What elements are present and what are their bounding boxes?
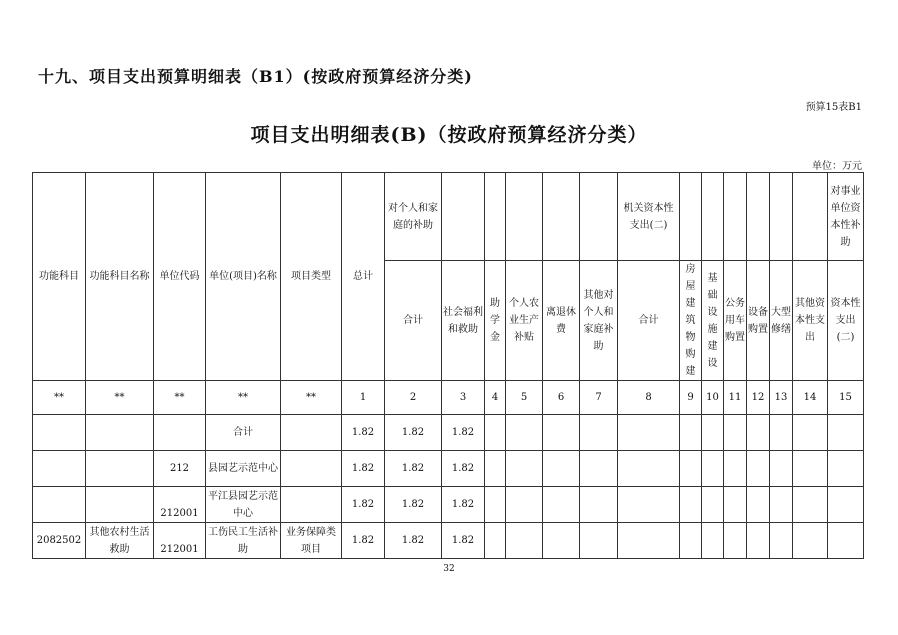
cell-social-welfare: 1.82: [442, 415, 485, 451]
cell-total: 1.82: [342, 415, 385, 451]
cell-unit-code: 212001: [154, 523, 206, 559]
index-cell: **: [206, 381, 281, 415]
cell-subtotal: 1.82: [385, 451, 442, 487]
header-total: 总计: [342, 173, 385, 381]
cell-func-code: [33, 451, 86, 487]
cell-social-welfare: 1.82: [442, 523, 485, 559]
index-cell: 12: [747, 381, 770, 415]
header-stipend: 助学金: [485, 261, 506, 381]
index-cell: 3: [442, 381, 485, 415]
form-code: 预算15表B1: [805, 102, 862, 113]
cell-unit-name: 平江县园艺示范中心: [206, 487, 281, 523]
cell-total: 1.82: [342, 487, 385, 523]
section-title: 十九、项目支出预算明细表（B1）(按政府预算经济分类): [38, 67, 473, 86]
header-agri-subsidy: 个人农业生产补贴: [506, 261, 543, 381]
cell-func-name: [86, 451, 154, 487]
cell-subtotal: 1.82: [385, 523, 442, 559]
cell-subtotal: 1.82: [385, 415, 442, 451]
index-cell: 1: [342, 381, 385, 415]
header-unit-name: 单位(项目)名称: [206, 173, 281, 381]
cell-subtotal: 1.82: [385, 487, 442, 523]
header-personal-subsidy: 对个人和家庭的补助: [385, 173, 442, 261]
header-func-name: 功能科目名称: [86, 173, 154, 381]
cell-func-name: 其他农村生活救助: [86, 523, 154, 559]
index-cell: 5: [506, 381, 543, 415]
header-social-welfare: 社会福利和救助: [442, 261, 485, 381]
cell-func-code: 2082502: [33, 523, 86, 559]
cell-unit-name: 县园艺示范中心: [206, 451, 281, 487]
cell-project-type: 业务保障类项目: [281, 523, 342, 559]
cell-social-welfare: 1.82: [442, 451, 485, 487]
header-blank: [702, 173, 724, 261]
header-blank: [442, 173, 485, 261]
index-cell: 4: [485, 381, 506, 415]
page-number: 32: [443, 564, 455, 574]
header-blank: [724, 173, 747, 261]
header-blank: [770, 173, 793, 261]
header-subtotal-personal: 合计: [385, 261, 442, 381]
cell-total: 1.82: [342, 523, 385, 559]
header-blank: [506, 173, 543, 261]
header-project-type: 项目类型: [281, 173, 342, 381]
header-repair: 大型修缮: [770, 261, 793, 381]
table-row: [33, 523, 864, 559]
index-cell: **: [281, 381, 342, 415]
page-title: 项目支出明细表(B)（按政府预算经济分类）: [250, 124, 648, 146]
index-cell: 10: [702, 381, 724, 415]
index-cell: 15: [828, 381, 864, 415]
header-retirement: 离退休费: [543, 261, 580, 381]
cell-func-code: [33, 487, 86, 523]
cell-unit-code: 212001: [154, 487, 206, 523]
header-other-capital: 其他资本性支出: [793, 261, 828, 381]
unit-label: 单位：万元: [812, 161, 862, 172]
header-unit-code: 单位代码: [154, 173, 206, 381]
cell-project-type: [281, 451, 342, 487]
cell-func-name: [86, 487, 154, 523]
header-equipment: 设备购置: [747, 261, 770, 381]
header-blank: [680, 173, 702, 261]
cell-project-type: [281, 487, 342, 523]
header-building: 房屋建筑物购建: [680, 261, 702, 381]
index-cell: 13: [770, 381, 793, 415]
index-cell: **: [154, 381, 206, 415]
index-cell: **: [86, 381, 154, 415]
table-row: [33, 415, 864, 451]
project-expenditure-table: [32, 172, 864, 559]
table-row: [33, 487, 864, 523]
index-cell: 2: [385, 381, 442, 415]
index-cell: 11: [724, 381, 747, 415]
index-cell: 8: [618, 381, 680, 415]
cell-project-type: [281, 415, 342, 451]
header-capital2: 资本性支出(二): [828, 261, 864, 381]
header-blank: [793, 173, 828, 261]
header-subtotal-capital: 合计: [618, 261, 680, 381]
index-cell: **: [33, 381, 86, 415]
header-inst-capital: 对事业单位资本性补助: [828, 173, 864, 261]
cell-unit-code: [154, 415, 206, 451]
cell-total: 1.82: [342, 451, 385, 487]
index-cell: 6: [543, 381, 580, 415]
header-org-capital: 机关资本性支出(二): [618, 173, 680, 261]
cell-unit-code: 212: [154, 451, 206, 487]
cell-social-welfare: 1.82: [442, 487, 485, 523]
header-infrastructure: 基础设施建设: [702, 261, 724, 381]
table-row: [33, 451, 864, 487]
header-other-personal: 其他对个人和家庭补助: [580, 261, 618, 381]
index-cell: 9: [680, 381, 702, 415]
header-vehicle: 公务用车购置: [724, 261, 747, 381]
cell-func-name: [86, 415, 154, 451]
header-func-code: 功能科目: [33, 173, 86, 381]
cell-func-code: [33, 415, 86, 451]
header-blank: [747, 173, 770, 261]
index-cell: 7: [580, 381, 618, 415]
index-cell: 14: [793, 381, 828, 415]
header-blank: [543, 173, 580, 261]
header-blank: [580, 173, 618, 261]
header-blank: [485, 173, 506, 261]
cell-unit-name: 工伤民工生活补助: [206, 523, 281, 559]
cell-unit-name: 合计: [206, 415, 281, 451]
